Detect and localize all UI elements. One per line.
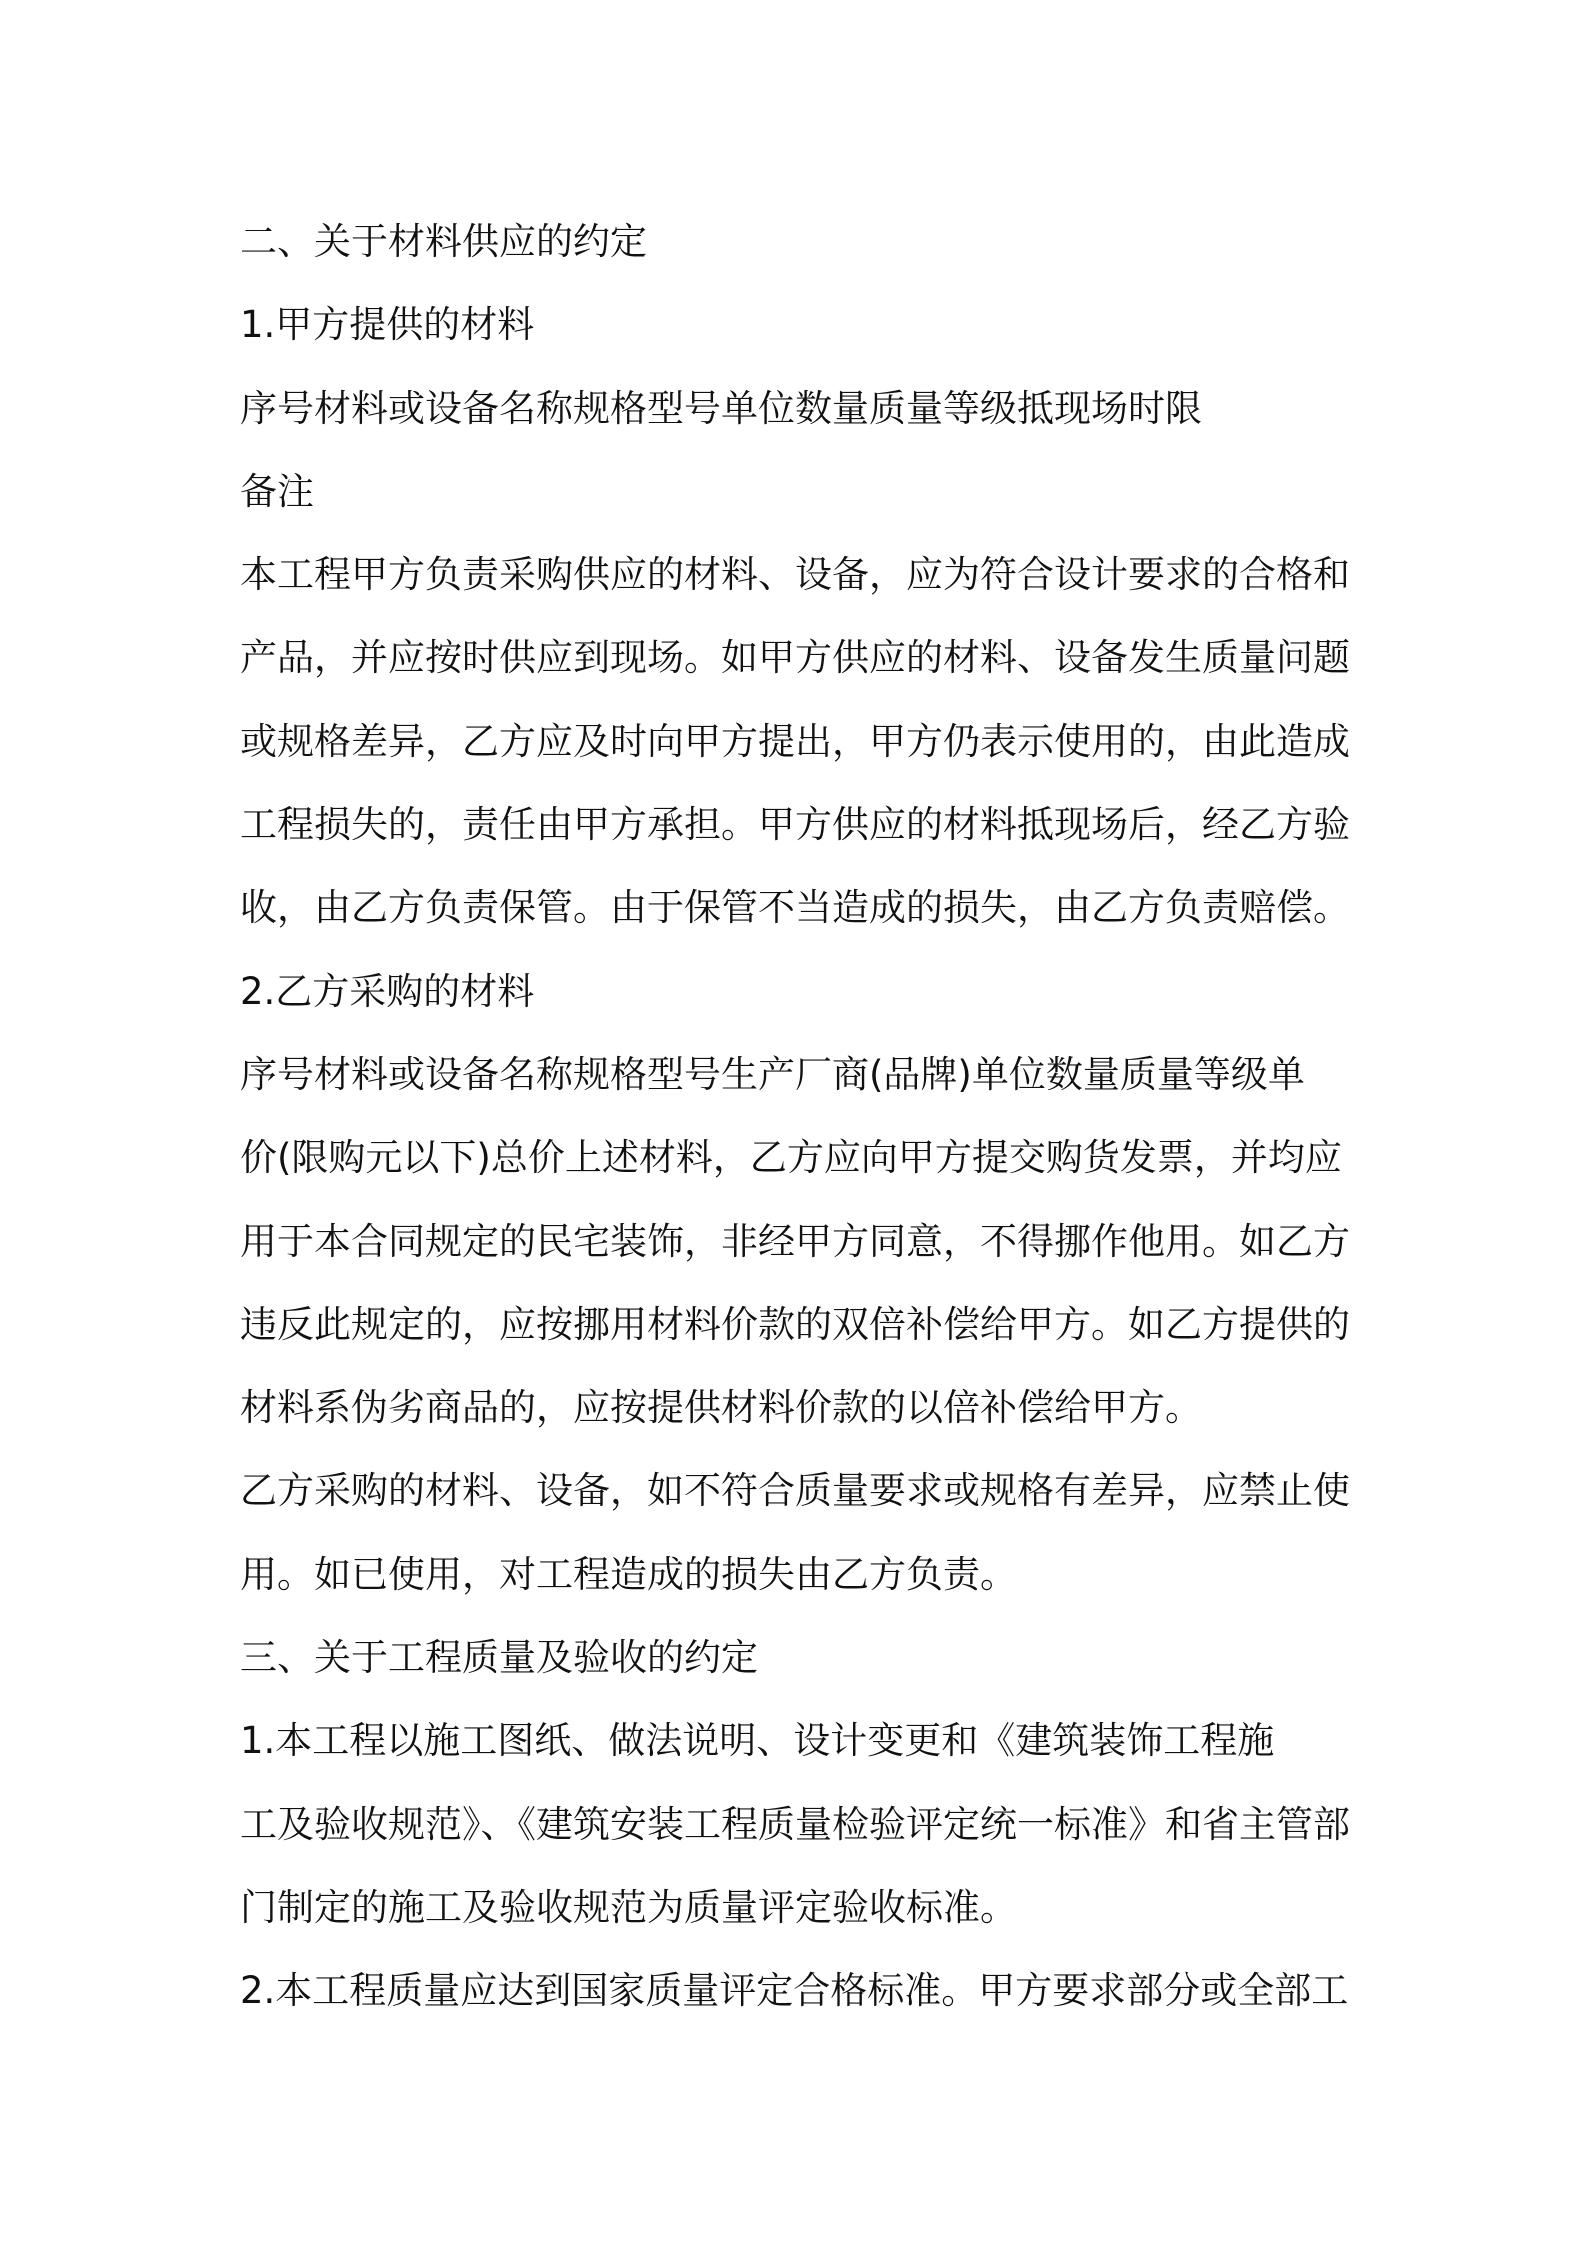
paragraph-line: 收，由乙方负责保管。由于保管不当造成的损失，由乙方负责赔偿。: [240, 886, 1350, 930]
paragraph-line: 2.本工程质量应达到国家质量评定合格标准。甲方要求部分或全部工: [240, 1969, 1349, 2013]
table-header-text: 备注: [240, 469, 314, 513]
section-heading: 三、关于工程质量及验收的约定: [240, 1636, 758, 1680]
paragraph-line: 用。如已使用，对工程造成的损失由乙方负责。: [240, 1552, 1017, 1596]
subsection-heading: 2.乙方采购的材料: [240, 969, 535, 1013]
paragraph-line: 1.本工程以施工图纸、做法说明、设计变更和《建筑装饰工程施: [240, 1719, 1275, 1763]
paragraph-line: 序号材料或设备名称规格型号生产厂商(品牌)单位数量质量等级单: [240, 1052, 1305, 1096]
paragraph-line: 价(限购元以下)总价上述材料，乙方应向甲方提交购货发票，并均应: [240, 1136, 1342, 1180]
paragraph-line: 工及验收规范》、《建筑安装工程质量检验评定统一标准》和省主管部: [240, 1802, 1350, 1846]
document-body: [240, 200, 1365, 2033]
paragraph-line: 产品，并应按时供应到现场。如甲方供应的材料、设备发生质量问题: [240, 636, 1350, 680]
paragraph-line: 本工程甲方负责采购供应的材料、设备，应为符合设计要求的合格和: [240, 553, 1350, 597]
paragraph-line: 违反此规定的，应按挪用材料价款的双倍补偿给甲方。如乙方提供的: [240, 1302, 1350, 1346]
paragraph-line: 或规格差异，乙方应及时向甲方提出，甲方仍表示使用的，由此造成: [240, 719, 1350, 763]
paragraph-line: 门制定的施工及验收规范为质量评定验收标准。: [240, 1885, 1017, 1929]
table-header-text: 序号材料或设备名称规格型号单位数量质量等级抵现场时限: [240, 386, 1202, 430]
subsection-heading: 1.甲方提供的材料: [240, 303, 535, 347]
paragraph-line: 乙方采购的材料、设备，如不符合质量要求或规格有差异，应禁止使: [240, 1469, 1350, 1513]
paragraph-line: 用于本合同规定的民宅装饰，非经甲方同意，不得挪作他用。如乙方: [240, 1219, 1350, 1263]
paragraph-line: 工程损失的，责任由甲方承担。甲方供应的材料抵现场后，经乙方验: [240, 803, 1350, 847]
section-heading: 二、关于材料供应的约定: [240, 220, 647, 263]
paragraph-line: 材料系伪劣商品的，应按提供材料价款的以倍补偿给甲方。: [240, 1386, 1202, 1430]
